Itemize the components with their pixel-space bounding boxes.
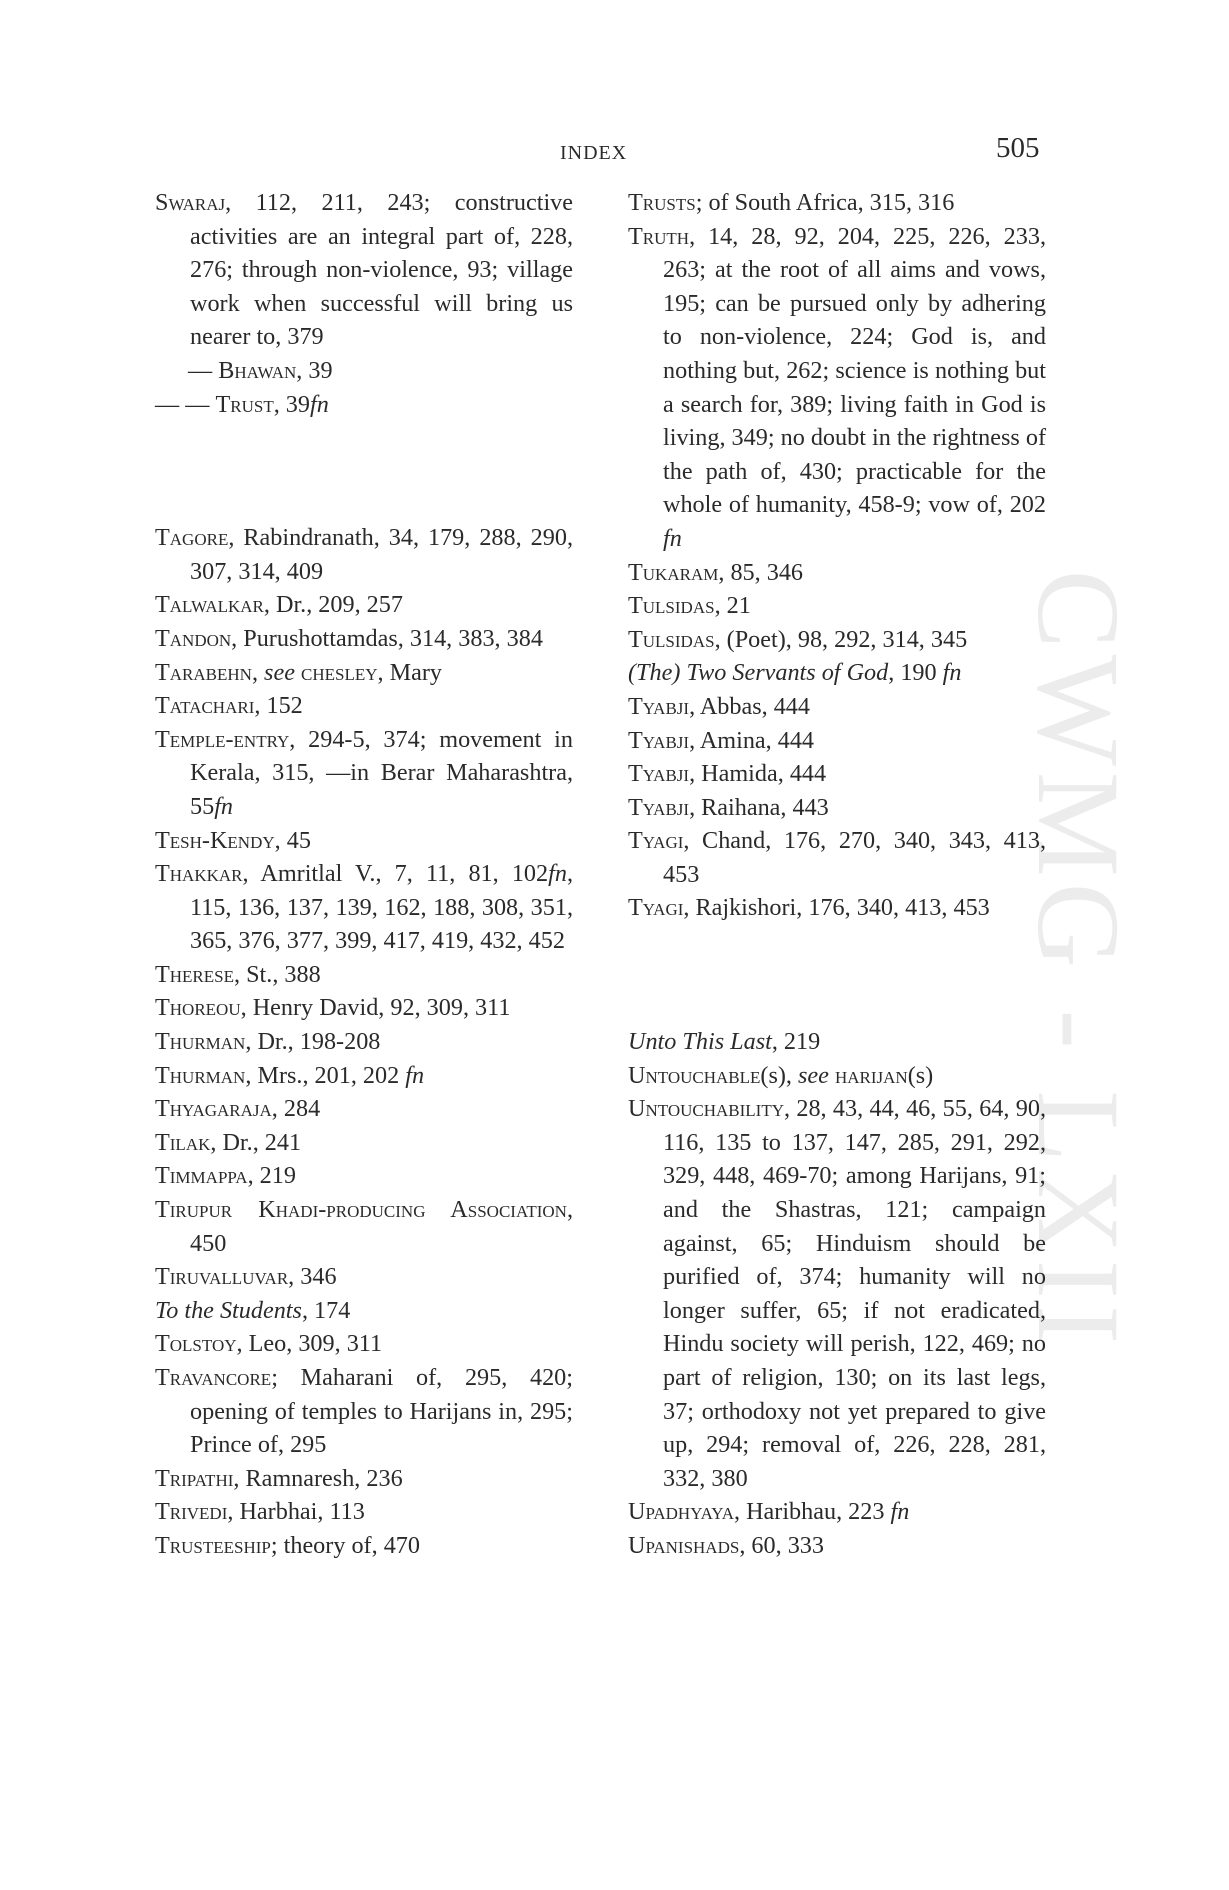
running-head-title: INDEX bbox=[560, 142, 628, 164]
watermark-text: CWMG - LXII bbox=[1013, 569, 1144, 1351]
index-entry: Swaraj, 112, 211, 243; constructive activities are an integral part of, 228, 276; through non-violence, 93; village work when successful will bring us nearer to, 379 bbox=[155, 189, 573, 351]
index-entry: Talwalkar, Dr., 209, 257 bbox=[155, 591, 403, 619]
index-entry: Trusteeship; theory of, 470 bbox=[155, 1531, 420, 1559]
index-entry: Tandon, Purushottamdas, 314, 383, 384 bbox=[155, 624, 543, 652]
index-entry: Thoreou, Henry David, 92, 309, 311 bbox=[155, 994, 511, 1022]
page-number: 505 bbox=[996, 132, 1040, 164]
index-entry: Tyabji, Raihana, 443 bbox=[628, 793, 829, 821]
index-entry: Thyagaraja, 284 bbox=[155, 1095, 321, 1123]
index-entry: Timmappa, 219 bbox=[155, 1162, 296, 1190]
index-entry: Thurman, Dr., 198-208 bbox=[155, 1028, 381, 1056]
index-entry: Truth, 14, 28, 92, 204, 225, 226, 233, 263; at the root of all aims and vows, 195; can be pursued only by adhering to non-violence, 224; God is, and nothing but, 262; science is nothing but a search for, 389; living faith in God is living, 349; no doubt in the rightness of the path of, 430; practicable for the whole of humanity, 458-9; vow of, 202 fn bbox=[628, 222, 1046, 552]
index-entry: Therese, St., 388 bbox=[155, 960, 321, 988]
index-entry: Tesh-Kendy, 45 bbox=[155, 826, 311, 854]
index-entry: Tarabehn, see chesley, Mary bbox=[155, 658, 442, 686]
index-entry: Tagore, Rabindranath, 34, 179, 288, 290, 307, 314, 409 bbox=[155, 524, 573, 585]
index-entry: Unto This Last, 219 bbox=[628, 1028, 821, 1056]
index-entry: Tyagi, Rajkishori, 176, 340, 413, 453 bbox=[628, 894, 990, 922]
index-entry: Tukaram, 85, 346 bbox=[628, 558, 803, 586]
index-entry: Temple-entry, 294-5, 374; movement in Kerala, 315, —in Berar Maharashtra, 55fn bbox=[155, 725, 573, 820]
index-entry: Tripathi, Ramnaresh, 236 bbox=[155, 1464, 403, 1492]
index-entry: Tilak, Dr., 241 bbox=[155, 1128, 302, 1156]
section-gap bbox=[155, 421, 573, 521]
index-entry: Untouchable(s), see harijan(s) bbox=[628, 1061, 934, 1089]
index-subentry: — — Trust, 39fn bbox=[155, 390, 329, 418]
index-entry: Thurman, Mrs., 201, 202 fn bbox=[155, 1061, 425, 1089]
index-entry: Tyabji, Hamida, 444 bbox=[628, 760, 827, 788]
index-entry: Tatachari, 152 bbox=[155, 692, 303, 720]
index-entry: Untouchability, 28, 43, 44, 46, 55, 64, 90, 116, 135 to 137, 147, 285, 291, 292, 329, 448, 469-70; among Harijans, 91; and the Shastras, 121; campaign against, 65; Hinduism should be purified of, 374; humanity will no longer suffer, 65; if not eradicated, Hindu society will perish, 122, 469; no part of religion, 130; on its last legs, 37; orthodoxy not yet prepared to give up, 294; removal of, 226, 228, 281, 332, 380 bbox=[628, 1095, 1046, 1492]
index-entry: Upanishads, 60, 333 bbox=[628, 1531, 824, 1559]
section-gap bbox=[628, 925, 1046, 1025]
index-entry: Tolstoy, Leo, 309, 311 bbox=[155, 1330, 383, 1358]
index-column-right bbox=[628, 186, 1046, 1563]
index-entry: To the Students, 174 bbox=[155, 1296, 351, 1324]
running-head bbox=[0, 132, 1229, 178]
index-entry: Tyabji, Amina, 444 bbox=[628, 726, 815, 754]
index-entry: Tulsidas, (Poet), 98, 292, 314, 345 bbox=[628, 625, 968, 653]
index-entry: Tyagi, Chand, 176, 270, 340, 343, 413, 453 bbox=[628, 827, 1046, 888]
index-entry: Tiruvalluvar, 346 bbox=[155, 1263, 337, 1291]
index-column-left bbox=[155, 186, 573, 1563]
index-entry: Upadhyaya, Haribhau, 223 fn bbox=[628, 1498, 910, 1526]
index-entry: Travancore; Maharani of, 295, 420; opening of temples to Harijans in, 295; Prince of, 295 bbox=[155, 1364, 573, 1459]
index-entry: Tulsidas, 21 bbox=[628, 592, 751, 620]
index-entry: Trivedi, Harbhai, 113 bbox=[155, 1498, 365, 1526]
index-entry: Thakkar, Amritlal V., 7, 11, 81, 102fn, 115, 136, 137, 139, 162, 188, 308, 351, 365, 376, 377, 399, 417, 419, 432, 452 bbox=[155, 860, 573, 955]
index-entry: Tirupur Khadi-producing Association, 450 bbox=[155, 1196, 573, 1257]
index-entry: (The) Two Servants of God, 190 fn bbox=[628, 659, 962, 687]
index-entry: Trusts; of South Africa, 315, 316 bbox=[628, 189, 955, 216]
index-subentry: — Bhawan, 39 bbox=[188, 356, 333, 384]
index-entry: Tyabji, Abbas, 444 bbox=[628, 692, 810, 720]
